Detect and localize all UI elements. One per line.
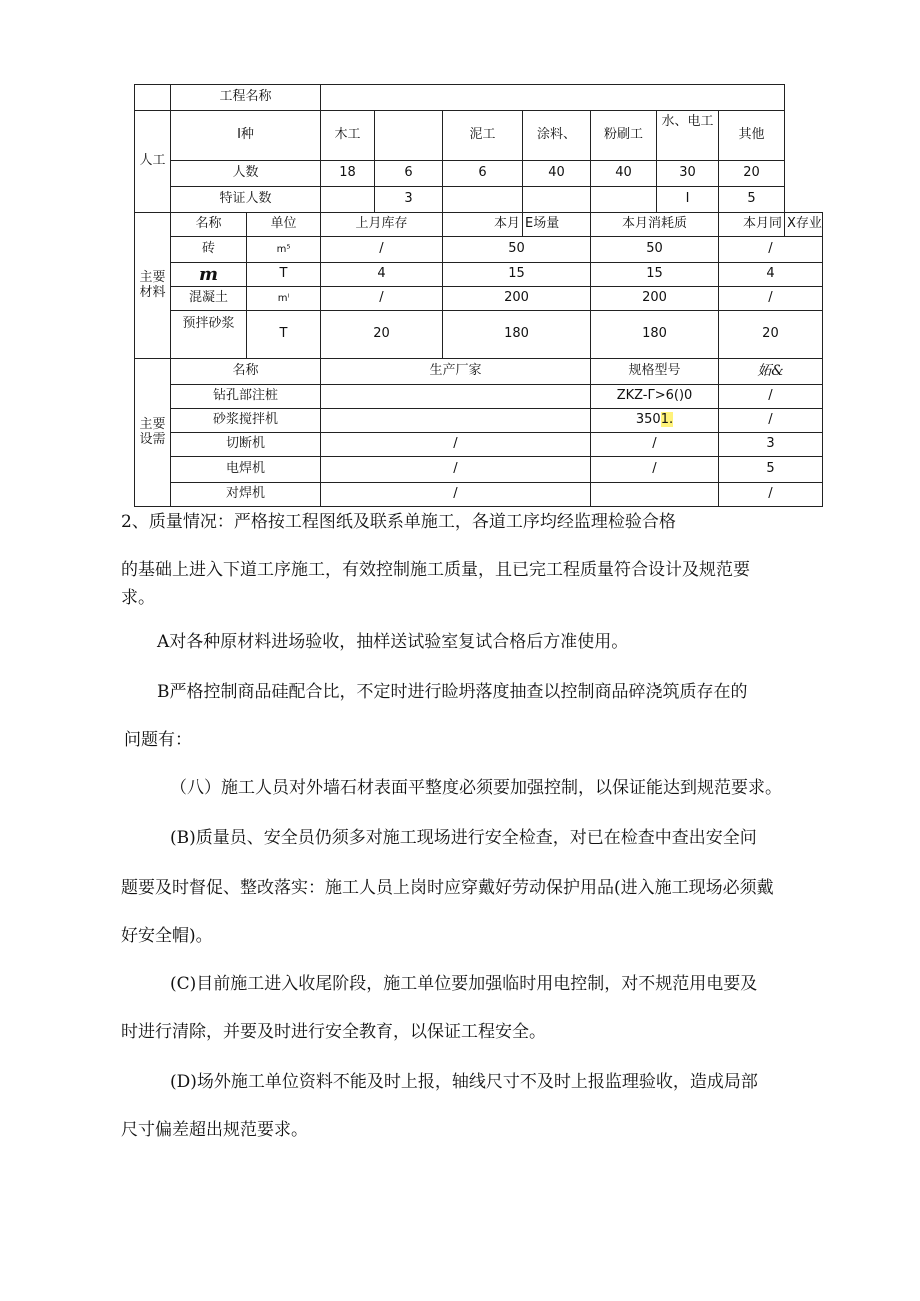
material-unit: mˡ	[247, 287, 321, 311]
equipment-model-text: 350	[635, 412, 661, 428]
report-table	[134, 84, 823, 507]
equipment-model	[591, 409, 719, 433]
equipment-qty: 3	[719, 433, 823, 457]
paragraph-line: A对各种原材料进场验收，抽样送试验室复试合格后方准使用。	[157, 632, 629, 652]
cert-cell: 3	[375, 187, 443, 213]
paragraph-line: 好安全帽)。	[121, 926, 213, 946]
equipment-maker: /	[321, 483, 591, 507]
material-name: 混凝土	[171, 287, 247, 311]
labor-section-label: 人工	[135, 111, 171, 213]
material-in: 15	[443, 263, 591, 287]
equipment-maker	[321, 409, 591, 433]
equipment-maker: /	[321, 433, 591, 457]
materials-section-line2: 材料	[139, 284, 166, 300]
paragraph-line: （八）施工人员对外墙石材表面平整度必须要加强控制，以保证能达到规范要求。	[170, 778, 782, 798]
material-unit: T	[247, 263, 321, 287]
equipment-section-line1: 主要	[139, 417, 166, 433]
trade-header	[375, 111, 443, 161]
project-label: 工程名称	[171, 85, 321, 111]
materials-header-last: 上月库存	[321, 213, 443, 237]
cert-cell: 5	[719, 187, 785, 213]
paragraph-line: (B)质量员、安全员仍须多对施工现场进行安全检查，对已在检查中查出安全问	[170, 828, 757, 848]
paragraph-line: (D)场外施工单位资料不能及时上报，轴线尺寸不及时上报监理验收，造成局部	[170, 1072, 758, 1092]
blank-cell	[135, 85, 171, 111]
material-in: 180	[443, 311, 591, 359]
equipment-header-name: 名称	[171, 359, 321, 385]
equipment-section-line2: 设需	[139, 431, 166, 447]
equipment-header-qty: 妬&	[719, 359, 823, 385]
equipment-model-highlight: 1.	[660, 412, 674, 428]
material-name: 砖	[171, 237, 247, 263]
material-last: /	[321, 237, 443, 263]
material-last: 20	[321, 311, 443, 359]
equipment-model	[591, 483, 719, 507]
material-used: 50	[591, 237, 719, 263]
equipment-qty: 5	[719, 457, 823, 483]
equipment-header-model: 规格型号	[591, 359, 719, 385]
equipment-header-maker: 生产厂家	[321, 359, 591, 385]
materials-section-line1: 主要	[139, 270, 166, 286]
material-stock: /	[719, 287, 823, 311]
materials-header-stock-a: 本月同	[719, 213, 785, 237]
cert-cell	[591, 187, 657, 213]
material-stock: /	[719, 237, 823, 263]
material-last: /	[321, 287, 443, 311]
material-unit: m⁵	[247, 237, 321, 263]
count-cell: 30	[657, 161, 719, 187]
equipment-name: 砂浆搅拌机	[171, 409, 321, 433]
equipment-model: ZKZ-Γ>6()0	[591, 385, 719, 409]
equipment-model: /	[591, 457, 719, 483]
trade-header: 其他	[719, 111, 785, 161]
paragraph-line: 尺寸偏差超出规范要求。	[121, 1120, 308, 1140]
equipment-qty: /	[719, 483, 823, 507]
materials-section-label	[135, 213, 171, 359]
material-stock: 20	[719, 311, 823, 359]
paragraph-line: 求。	[121, 588, 155, 608]
material-used: 180	[591, 311, 719, 359]
count-label: 人数	[171, 161, 321, 187]
trade-header: 涂料、	[523, 111, 591, 161]
materials-header-name: 名称	[171, 213, 247, 237]
cert-cell	[321, 187, 375, 213]
material-last: 4	[321, 263, 443, 287]
material-in: 200	[443, 287, 591, 311]
trades-label: I种	[171, 111, 321, 161]
trade-header: 木工	[321, 111, 375, 161]
equipment-qty: /	[719, 409, 823, 433]
project-value	[321, 85, 785, 111]
cert-label: 特证人数	[171, 187, 321, 213]
material-used: 15	[591, 263, 719, 287]
paragraph-line: 问题有：	[124, 730, 192, 750]
equipment-model: /	[591, 433, 719, 457]
paragraph-line: (C)目前施工进入收尾阶段，施工单位要加强临时用电控制，对不规范用电要及	[170, 974, 758, 994]
count-cell: 6	[375, 161, 443, 187]
material-name: m	[171, 263, 247, 287]
cert-cell: I	[657, 187, 719, 213]
materials-header-unit: 单位	[247, 213, 321, 237]
count-cell: 18	[321, 161, 375, 187]
equipment-name: 对焊机	[171, 483, 321, 507]
materials-header-stock-b: X存业	[785, 213, 823, 237]
paragraph-line: 题要及时督促、整改落实：施工人员上岗时应穿戴好劳动保护用品(进入施工现场必须戴	[121, 878, 774, 898]
materials-header-in: E场量	[523, 213, 591, 237]
cert-cell	[443, 187, 523, 213]
trade-header: 粉刷工	[591, 111, 657, 161]
paragraph-line: 的基础上进入下道工序施工，有效控制施工质量，且已完工程质量符合设计及规范要	[121, 560, 750, 580]
material-stock: 4	[719, 263, 823, 287]
equipment-section-label	[135, 359, 171, 507]
count-cell: 40	[523, 161, 591, 187]
trade-header: 水、电工	[657, 111, 719, 161]
material-in: 50	[443, 237, 591, 263]
count-cell: 6	[443, 161, 523, 187]
cert-cell	[523, 187, 591, 213]
paragraph-line: 2、质量情况：严格按工程图纸及联系单施工，各道工序均经监理检验合格	[121, 512, 676, 532]
materials-header-used: 本月消耗质	[591, 213, 719, 237]
equipment-qty: /	[719, 385, 823, 409]
equipment-name: 钻孔部注桩	[171, 385, 321, 409]
materials-header-month: 本月	[443, 213, 523, 237]
equipment-maker	[321, 385, 591, 409]
equipment-name: 电焊机	[171, 457, 321, 483]
trade-header: 泥工	[443, 111, 523, 161]
count-cell: 40	[591, 161, 657, 187]
material-used: 200	[591, 287, 719, 311]
paragraph-line: 时进行清除，并要及时进行安全教育，以保证工程安全。	[121, 1022, 546, 1042]
paragraph-line: B严格控制商品硅配合比，不定时进行睑坍落度抽查以控制商品碎浇筑质存在的	[157, 682, 748, 702]
material-name: 预拌砂浆	[171, 311, 247, 359]
count-cell: 20	[719, 161, 785, 187]
equipment-maker: /	[321, 457, 591, 483]
material-unit: T	[247, 311, 321, 359]
equipment-name: 切断机	[171, 433, 321, 457]
